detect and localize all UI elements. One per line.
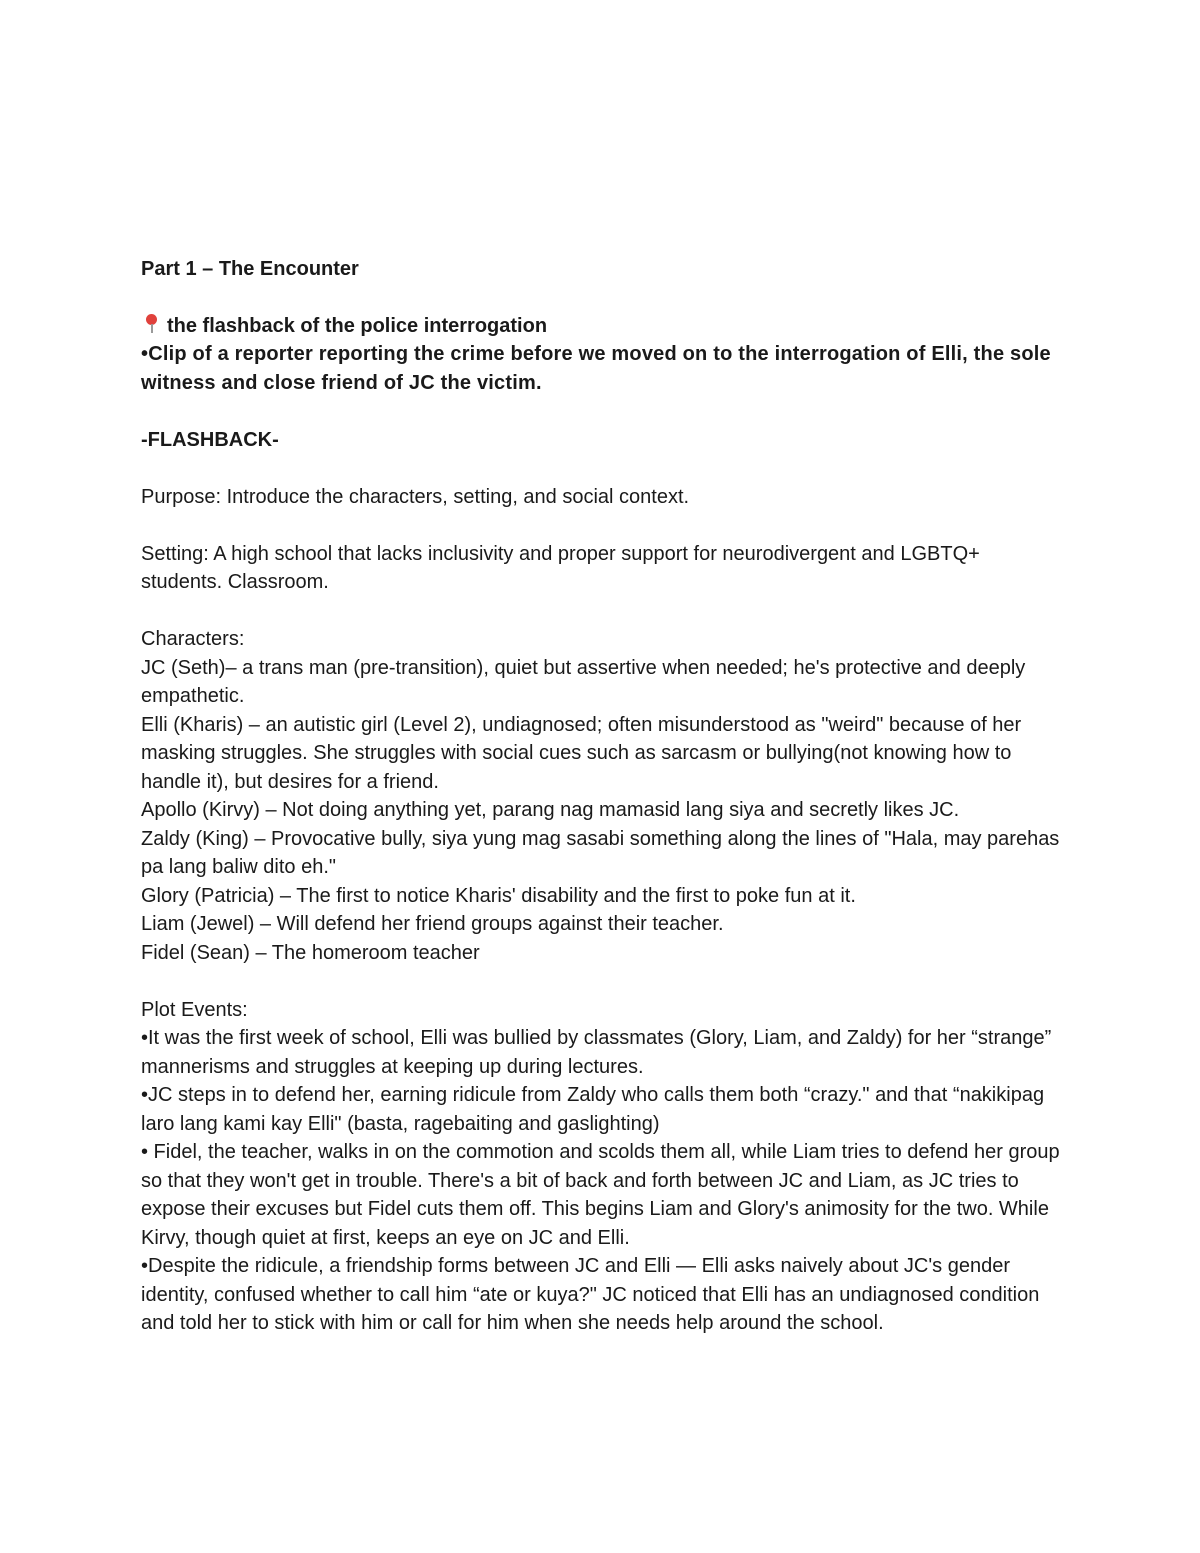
characters-label: Characters: [141, 628, 245, 650]
character-entry: Glory (Patricia) – The first to notice Kharis' disability and the first to poke fun at it. [141, 884, 856, 907]
flashback-note-text: the flashback of the police interrogation [167, 314, 548, 337]
document-page [141, 255, 1061, 1338]
plot-event: •JC steps in to defend her, earning ridicule from Zaldy who calls them both “crazy." and that “nakikipag laro lang kami kay Elli" (basta, ragebaiting and gaslighting) [141, 1084, 1045, 1135]
plot-label: Plot Events: [141, 998, 248, 1021]
flashback-marker: -FLASHBACK- [141, 428, 279, 451]
flashback-note [141, 312, 1061, 341]
part-heading: Part 1 – The Encounter [141, 258, 359, 280]
clip-line: •Clip of a reporter reporting the crime before we moved on to the interrogation of Elli, the sole witness and close friend of JC the victim. [141, 343, 1051, 394]
plot-event: •Despite the ridicule, a friendship forms between JC and Elli — Elli asks naively about JC's gender identity, confused whether to call him “ate or kuya?" JC noticed that Elli has an undiagnosed condition and told her to stick with him or call for him when she needs help around the school. [141, 1255, 1040, 1334]
setting-line: Setting: A high school that lacks inclusivity and proper support for neurodivergent and LGBTQ+ students. Classroom. [141, 542, 980, 593]
plot-event: •It was the first week of school, Elli was bullied by classmates (Glory, Liam, and Zaldy) for her “strange” mannerisms and struggles at keeping up during lectures. [141, 1027, 1052, 1078]
character-entry: Fidel (Sean) – The homeroom teacher [141, 941, 480, 964]
purpose-line: Purpose: Introduce the characters, setting, and social context. [141, 485, 690, 508]
plot-event: • Fidel, the teacher, walks in on the commotion and scolds them all, while Liam tries to defend her group so that they won't get in trouble. There's a bit of back and forth between JC and Liam, as JC tries to expose their excuses but Fidel cuts them off. This begins Liam and Glory's animosity for the two. While Kirvy, though quiet at first, keeps an eye on JC and Elli. [141, 1141, 1060, 1249]
character-entry: Elli (Kharis) – an autistic girl (Level 2), undiagnosed; often misunderstood as "weird" because of her masking struggles. She struggles with social cues such as sarcasm or bullying(not knowing how to handle it), but desires for a friend. [141, 713, 1022, 793]
character-entry: JC (Seth)– a trans man (pre-transition), quiet but assertive when needed; he's protective and deeply empathetic. [141, 656, 1026, 707]
character-entry: Liam (Jewel) – Will defend her friend groups against their teacher. [141, 913, 724, 935]
character-entry: Apollo (Kirvy) – Not doing anything yet, parang nag mamasid lang siya and secretly likes JC. [141, 799, 960, 821]
round-pushpin-icon [143, 314, 159, 334]
character-entry: Zaldy (King) – Provocative bully, siya yung mag sasabi something along the lines of "Hala, may parehas pa lang baliw dito eh." [141, 827, 1060, 878]
